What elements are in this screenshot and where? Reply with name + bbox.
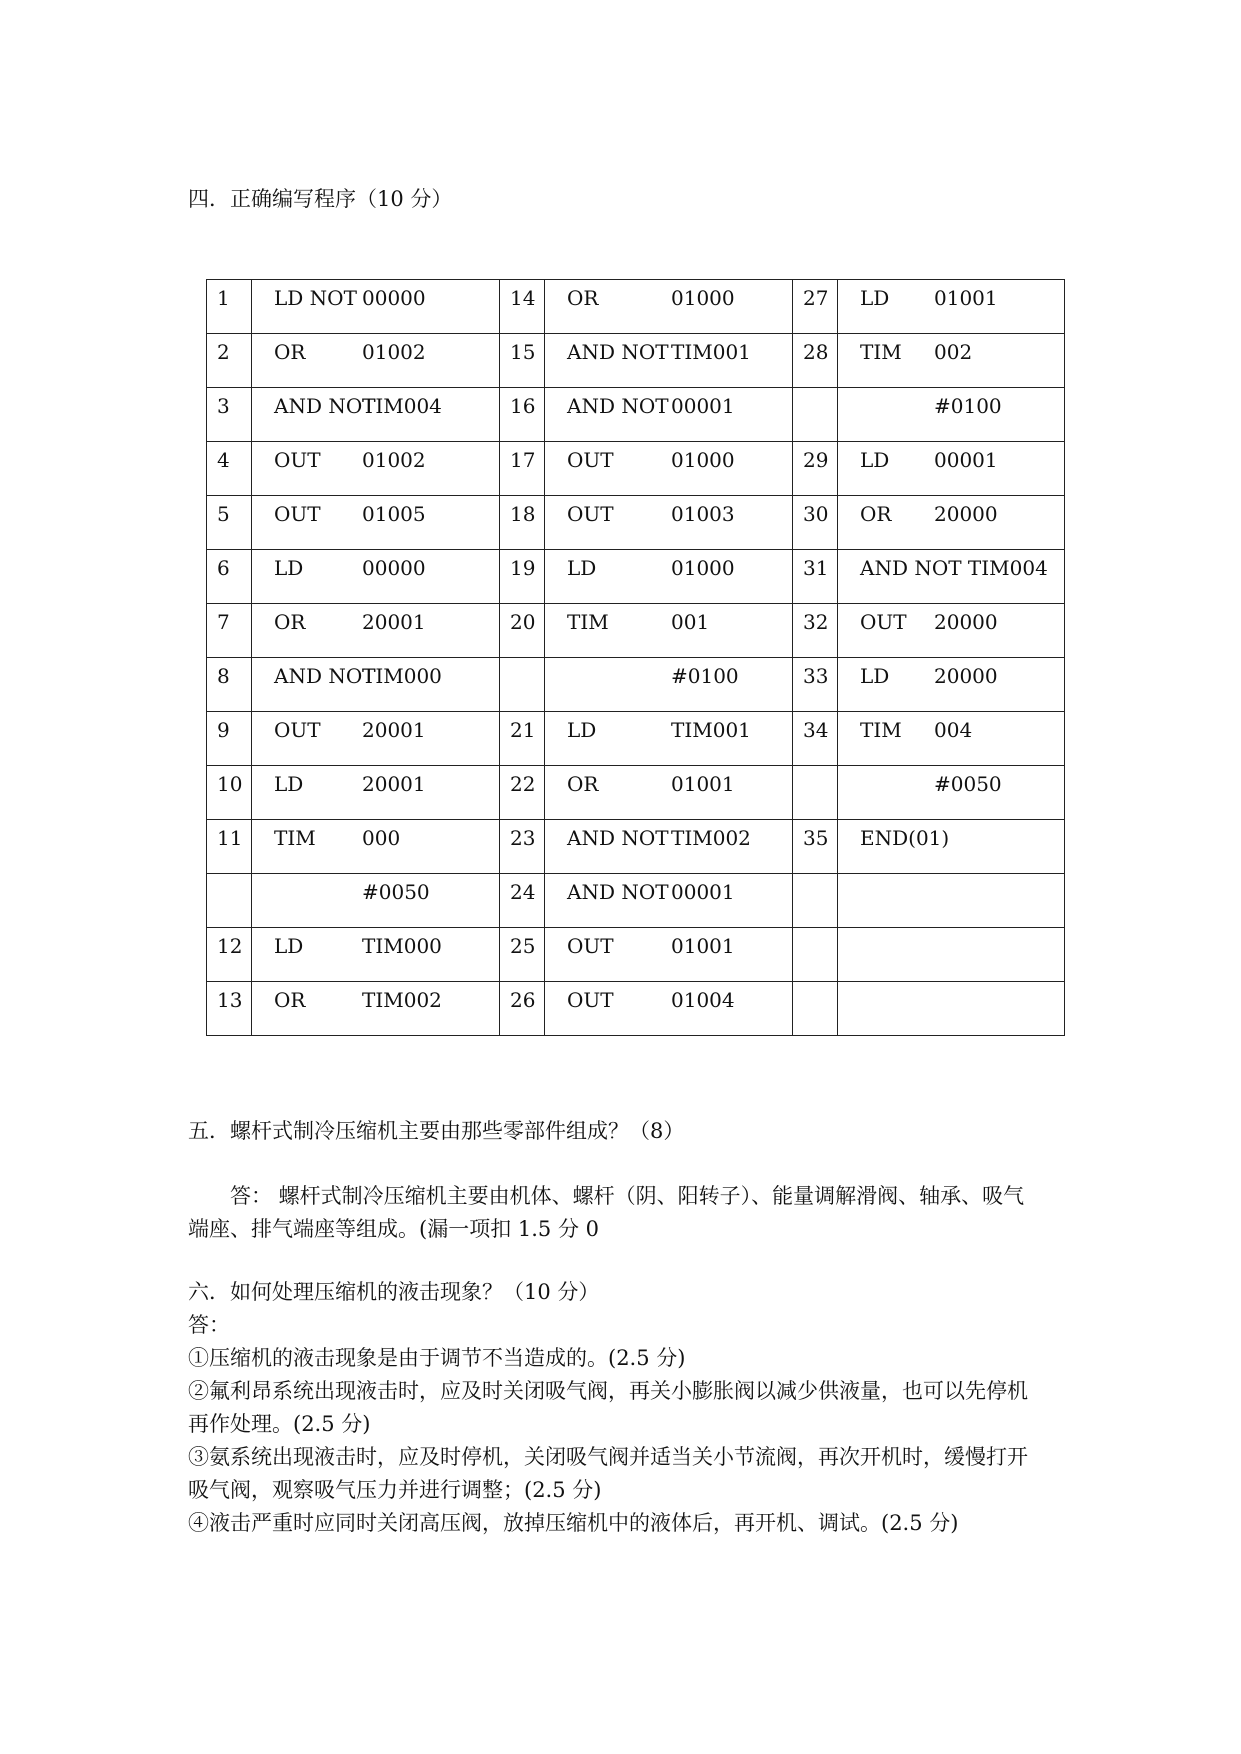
instruction-operand: 20001	[362, 718, 426, 742]
instruction-op: TIM	[860, 340, 902, 364]
instruction-operand: 00000	[362, 556, 426, 580]
instruction-cell	[838, 766, 1065, 820]
instruction-op: OR	[567, 286, 599, 310]
section-6-answer	[188, 1309, 1058, 1540]
instruction-cell	[252, 388, 500, 442]
step-number-cell	[207, 604, 252, 658]
step-number-cell	[207, 388, 252, 442]
step-number-cell	[500, 442, 545, 496]
instruction-cell	[545, 442, 793, 496]
instruction-cell	[838, 334, 1065, 388]
instruction-operand: 01001	[671, 934, 735, 958]
instruction-operand: TIM002	[362, 988, 442, 1012]
instruction-cell	[252, 334, 500, 388]
instruction-cell	[545, 604, 793, 658]
instruction-cell	[252, 874, 500, 928]
instruction-op: AND NOT	[567, 394, 669, 418]
instruction-cell	[838, 550, 1065, 604]
instruction-operand: 002	[934, 340, 973, 364]
step-number-cell	[793, 550, 838, 604]
step-number-cell	[207, 550, 252, 604]
step-number-cell	[207, 658, 252, 712]
step-number-cell	[500, 712, 545, 766]
step-number: 21	[510, 718, 536, 742]
instruction-cell	[838, 388, 1065, 442]
instruction-cell	[252, 820, 500, 874]
step-number: 20	[510, 610, 536, 634]
step-number: 22	[510, 772, 536, 796]
step-number-cell	[207, 442, 252, 496]
instruction-operand: 00001	[934, 448, 998, 472]
instruction-op: OUT	[860, 610, 907, 634]
step-number-cell	[793, 280, 838, 334]
instruction-op: AND NOT	[567, 880, 669, 904]
step-number: 2	[217, 340, 230, 364]
answer-line: ④液击严重时应同时关闭高压阀，放掉压缩机中的液体后，再开机、调试。(2.5 分)	[188, 1511, 959, 1535]
instruction-op: AND NOT	[567, 340, 669, 364]
step-number-cell	[793, 604, 838, 658]
instruction-operand: 01003	[671, 502, 735, 526]
instruction-operand: 01001	[934, 286, 998, 310]
table-row	[207, 280, 1065, 334]
instruction-operand: 00001	[671, 880, 735, 904]
step-number-cell	[500, 388, 545, 442]
instruction-op: TIM	[860, 718, 902, 742]
instruction-op: TIM	[274, 826, 316, 850]
step-number-cell	[500, 550, 545, 604]
step-number-cell	[793, 820, 838, 874]
instruction-op: OUT	[274, 448, 321, 472]
step-number: 1	[217, 286, 230, 310]
step-number: 10	[217, 772, 243, 796]
instruction-cell	[545, 658, 793, 712]
instruction-op: OUT	[567, 988, 614, 1012]
step-number: 6	[217, 556, 230, 580]
step-number-cell	[500, 604, 545, 658]
instruction-operand: 20000	[934, 610, 998, 634]
step-number-cell	[207, 334, 252, 388]
instruction-op: OR	[274, 340, 306, 364]
instruction-operand: 004	[934, 718, 973, 742]
step-number-cell	[500, 334, 545, 388]
step-number-cell	[500, 280, 545, 334]
step-number-cell	[207, 280, 252, 334]
instruction-cell	[545, 280, 793, 334]
step-number-cell	[207, 712, 252, 766]
step-number-cell	[500, 658, 545, 712]
step-number: 30	[803, 502, 829, 526]
instruction-operand: 000	[362, 826, 401, 850]
instruction-op: OUT	[567, 502, 614, 526]
table-row	[207, 442, 1065, 496]
instruction-op: OUT	[567, 934, 614, 958]
step-number-cell	[500, 928, 545, 982]
step-number-cell	[793, 982, 838, 1036]
table-row	[207, 658, 1065, 712]
instruction-op: OR	[274, 988, 306, 1012]
instruction-operand: 01000	[671, 556, 735, 580]
instruction-cell	[252, 550, 500, 604]
step-number: 3	[217, 394, 230, 418]
answer-line: 端座、排气端座等组成。(漏一项扣 1.5 分 0	[188, 1217, 599, 1241]
instruction-op: LD	[567, 718, 597, 742]
table-row	[207, 766, 1065, 820]
answer-line: 答： 螺杆式制冷压缩机主要由机体、螺杆（阴、阳转子）、能量调解滑阀、轴承、吸气	[230, 1184, 1025, 1208]
instruction-op: AND NOT	[567, 826, 669, 850]
instruction-cell	[545, 982, 793, 1036]
instruction-op: LD	[567, 556, 597, 580]
instruction-op: OUT	[274, 718, 321, 742]
step-number: 18	[510, 502, 536, 526]
section-5-title: 五．螺杆式制冷压缩机主要由那些零部件组成？（8）	[188, 1119, 685, 1143]
instruction-cell	[838, 874, 1065, 928]
step-number-cell	[500, 766, 545, 820]
step-number-cell	[207, 496, 252, 550]
instruction-cell	[838, 820, 1065, 874]
step-number-cell	[207, 982, 252, 1036]
instruction-operand: 00000	[362, 286, 426, 310]
instruction-operand: #0100	[671, 664, 739, 688]
instruction-op: OR	[860, 502, 892, 526]
section-6-title: 六．如何处理压缩机的液击现象？（10 分）	[188, 1280, 600, 1304]
program-table	[206, 279, 1065, 1036]
answer-line: ③氨系统出现液击时，应及时停机，关闭吸气阀并适当关小节流阀，再次开机时，缓慢打开	[188, 1445, 1028, 1469]
table-row	[207, 550, 1065, 604]
instruction-op: LD	[860, 664, 890, 688]
step-number-cell	[500, 820, 545, 874]
instruction-cell	[545, 712, 793, 766]
instruction-op: OR	[274, 610, 306, 634]
instruction-operand: 01005	[362, 502, 426, 526]
instruction-operand: 01002	[362, 340, 426, 364]
instruction-cell	[838, 604, 1065, 658]
instruction-operand: 20001	[362, 610, 426, 634]
instruction-operand: 00001	[671, 394, 735, 418]
instruction-cell	[545, 334, 793, 388]
instruction-op: LD NOT	[274, 286, 357, 310]
step-number-cell	[793, 874, 838, 928]
instruction-operand: 01000	[671, 448, 735, 472]
instruction-cell	[545, 766, 793, 820]
step-number-cell	[207, 928, 252, 982]
step-number-cell	[793, 928, 838, 982]
answer-line: 吸气阀，观察吸气压力并进行调整；(2.5 分)	[188, 1478, 602, 1502]
instruction-cell	[252, 712, 500, 766]
table-row	[207, 604, 1065, 658]
instruction-operand: TIM001	[671, 340, 751, 364]
step-number: 16	[510, 394, 536, 418]
instruction-cell	[252, 442, 500, 496]
instruction-op: LD	[274, 772, 304, 796]
instruction-cell	[838, 496, 1065, 550]
table-row	[207, 982, 1065, 1036]
answer-label: 答：	[188, 1313, 230, 1337]
instruction-cell	[545, 928, 793, 982]
step-number: 17	[510, 448, 536, 472]
instruction-op: END(01)	[860, 826, 950, 850]
instruction-cell	[545, 496, 793, 550]
step-number-cell	[793, 496, 838, 550]
instruction-cell	[545, 874, 793, 928]
instruction-op: TIM	[567, 610, 609, 634]
step-number: 26	[510, 988, 536, 1012]
answer-line: ②氟利昂系统出现液击时，应及时关闭吸气阀，再关小膨胀阀以减少供液量，也可以先停机	[188, 1379, 1028, 1403]
section-5-answer	[188, 1180, 1058, 1246]
step-number: 27	[803, 286, 829, 310]
instruction-op: AND NOT	[274, 664, 376, 688]
instruction-cell	[252, 496, 500, 550]
step-number: 15	[510, 340, 536, 364]
instruction-operand: TIM001	[671, 718, 751, 742]
step-number: 9	[217, 718, 230, 742]
instruction-op: AND NOT TIM004	[860, 556, 1048, 580]
instruction-operand: 001	[671, 610, 710, 634]
step-number-cell	[500, 496, 545, 550]
instruction-cell	[252, 658, 500, 712]
table-row	[207, 334, 1065, 388]
step-number: 23	[510, 826, 536, 850]
instruction-cell	[838, 982, 1065, 1036]
instruction-cell	[252, 280, 500, 334]
section-4-title: 四．正确编写程序（10 分）	[188, 187, 453, 211]
step-number-cell	[207, 766, 252, 820]
table-row	[207, 712, 1065, 766]
step-number: 8	[217, 664, 230, 688]
instruction-operand: 01002	[362, 448, 426, 472]
step-number-cell	[500, 874, 545, 928]
step-number: 34	[803, 718, 829, 742]
step-number-cell	[207, 820, 252, 874]
table-row	[207, 820, 1065, 874]
instruction-op: OUT	[567, 448, 614, 472]
step-number-cell	[793, 334, 838, 388]
step-number-cell	[500, 982, 545, 1036]
instruction-operand: TIM002	[671, 826, 751, 850]
instruction-cell	[545, 550, 793, 604]
instruction-cell	[838, 442, 1065, 496]
instruction-cell	[838, 712, 1065, 766]
instruction-op: OR	[567, 772, 599, 796]
step-number-cell	[793, 442, 838, 496]
step-number-cell	[793, 766, 838, 820]
step-number: 35	[803, 826, 829, 850]
step-number: 5	[217, 502, 230, 526]
step-number: 4	[217, 448, 230, 472]
step-number: 14	[510, 286, 536, 310]
step-number: 28	[803, 340, 829, 364]
answer-line: 再作处理。(2.5 分)	[188, 1412, 371, 1436]
step-number-cell	[793, 388, 838, 442]
instruction-operand: TIM000	[362, 934, 442, 958]
instruction-cell	[545, 388, 793, 442]
instruction-cell	[252, 928, 500, 982]
instruction-op: OUT	[274, 502, 321, 526]
step-number: 31	[803, 556, 829, 580]
step-number: 25	[510, 934, 536, 958]
step-number: 7	[217, 610, 230, 634]
instruction-cell	[838, 280, 1065, 334]
table-row	[207, 496, 1065, 550]
table-row	[207, 388, 1065, 442]
step-number-cell	[793, 658, 838, 712]
step-number-cell	[207, 874, 252, 928]
instruction-op: LD	[274, 556, 304, 580]
instruction-operand: 01004	[671, 988, 735, 1012]
step-number: 12	[217, 934, 243, 958]
instruction-operand: TIM000	[362, 664, 442, 688]
table-row	[207, 874, 1065, 928]
instruction-cell	[838, 658, 1065, 712]
instruction-operand: TIM004	[362, 394, 442, 418]
step-number: 11	[217, 826, 243, 850]
step-number: 13	[217, 988, 243, 1012]
instruction-cell	[838, 928, 1065, 982]
step-number-cell	[793, 712, 838, 766]
step-number: 32	[803, 610, 829, 634]
instruction-operand: 20001	[362, 772, 426, 796]
step-number: 29	[803, 448, 829, 472]
instruction-operand: #0050	[362, 880, 430, 904]
table-row	[207, 928, 1065, 982]
instruction-op: LD	[860, 286, 890, 310]
instruction-operand: #0050	[934, 772, 1002, 796]
instruction-operand: 20000	[934, 664, 998, 688]
instruction-operand: 01000	[671, 286, 735, 310]
step-number: 19	[510, 556, 536, 580]
instruction-cell	[252, 604, 500, 658]
step-number: 33	[803, 664, 829, 688]
instruction-cell	[545, 820, 793, 874]
instruction-op: LD	[274, 934, 304, 958]
instruction-op: AND NOT	[274, 394, 376, 418]
instruction-cell	[252, 766, 500, 820]
answer-line: ①压缩机的液击现象是由于调节不当造成的。(2.5 分)	[188, 1346, 686, 1370]
instruction-cell	[252, 982, 500, 1036]
step-number: 24	[510, 880, 536, 904]
instruction-op: LD	[860, 448, 890, 472]
instruction-operand: 20000	[934, 502, 998, 526]
instruction-operand: 01001	[671, 772, 735, 796]
instruction-operand: #0100	[934, 394, 1002, 418]
